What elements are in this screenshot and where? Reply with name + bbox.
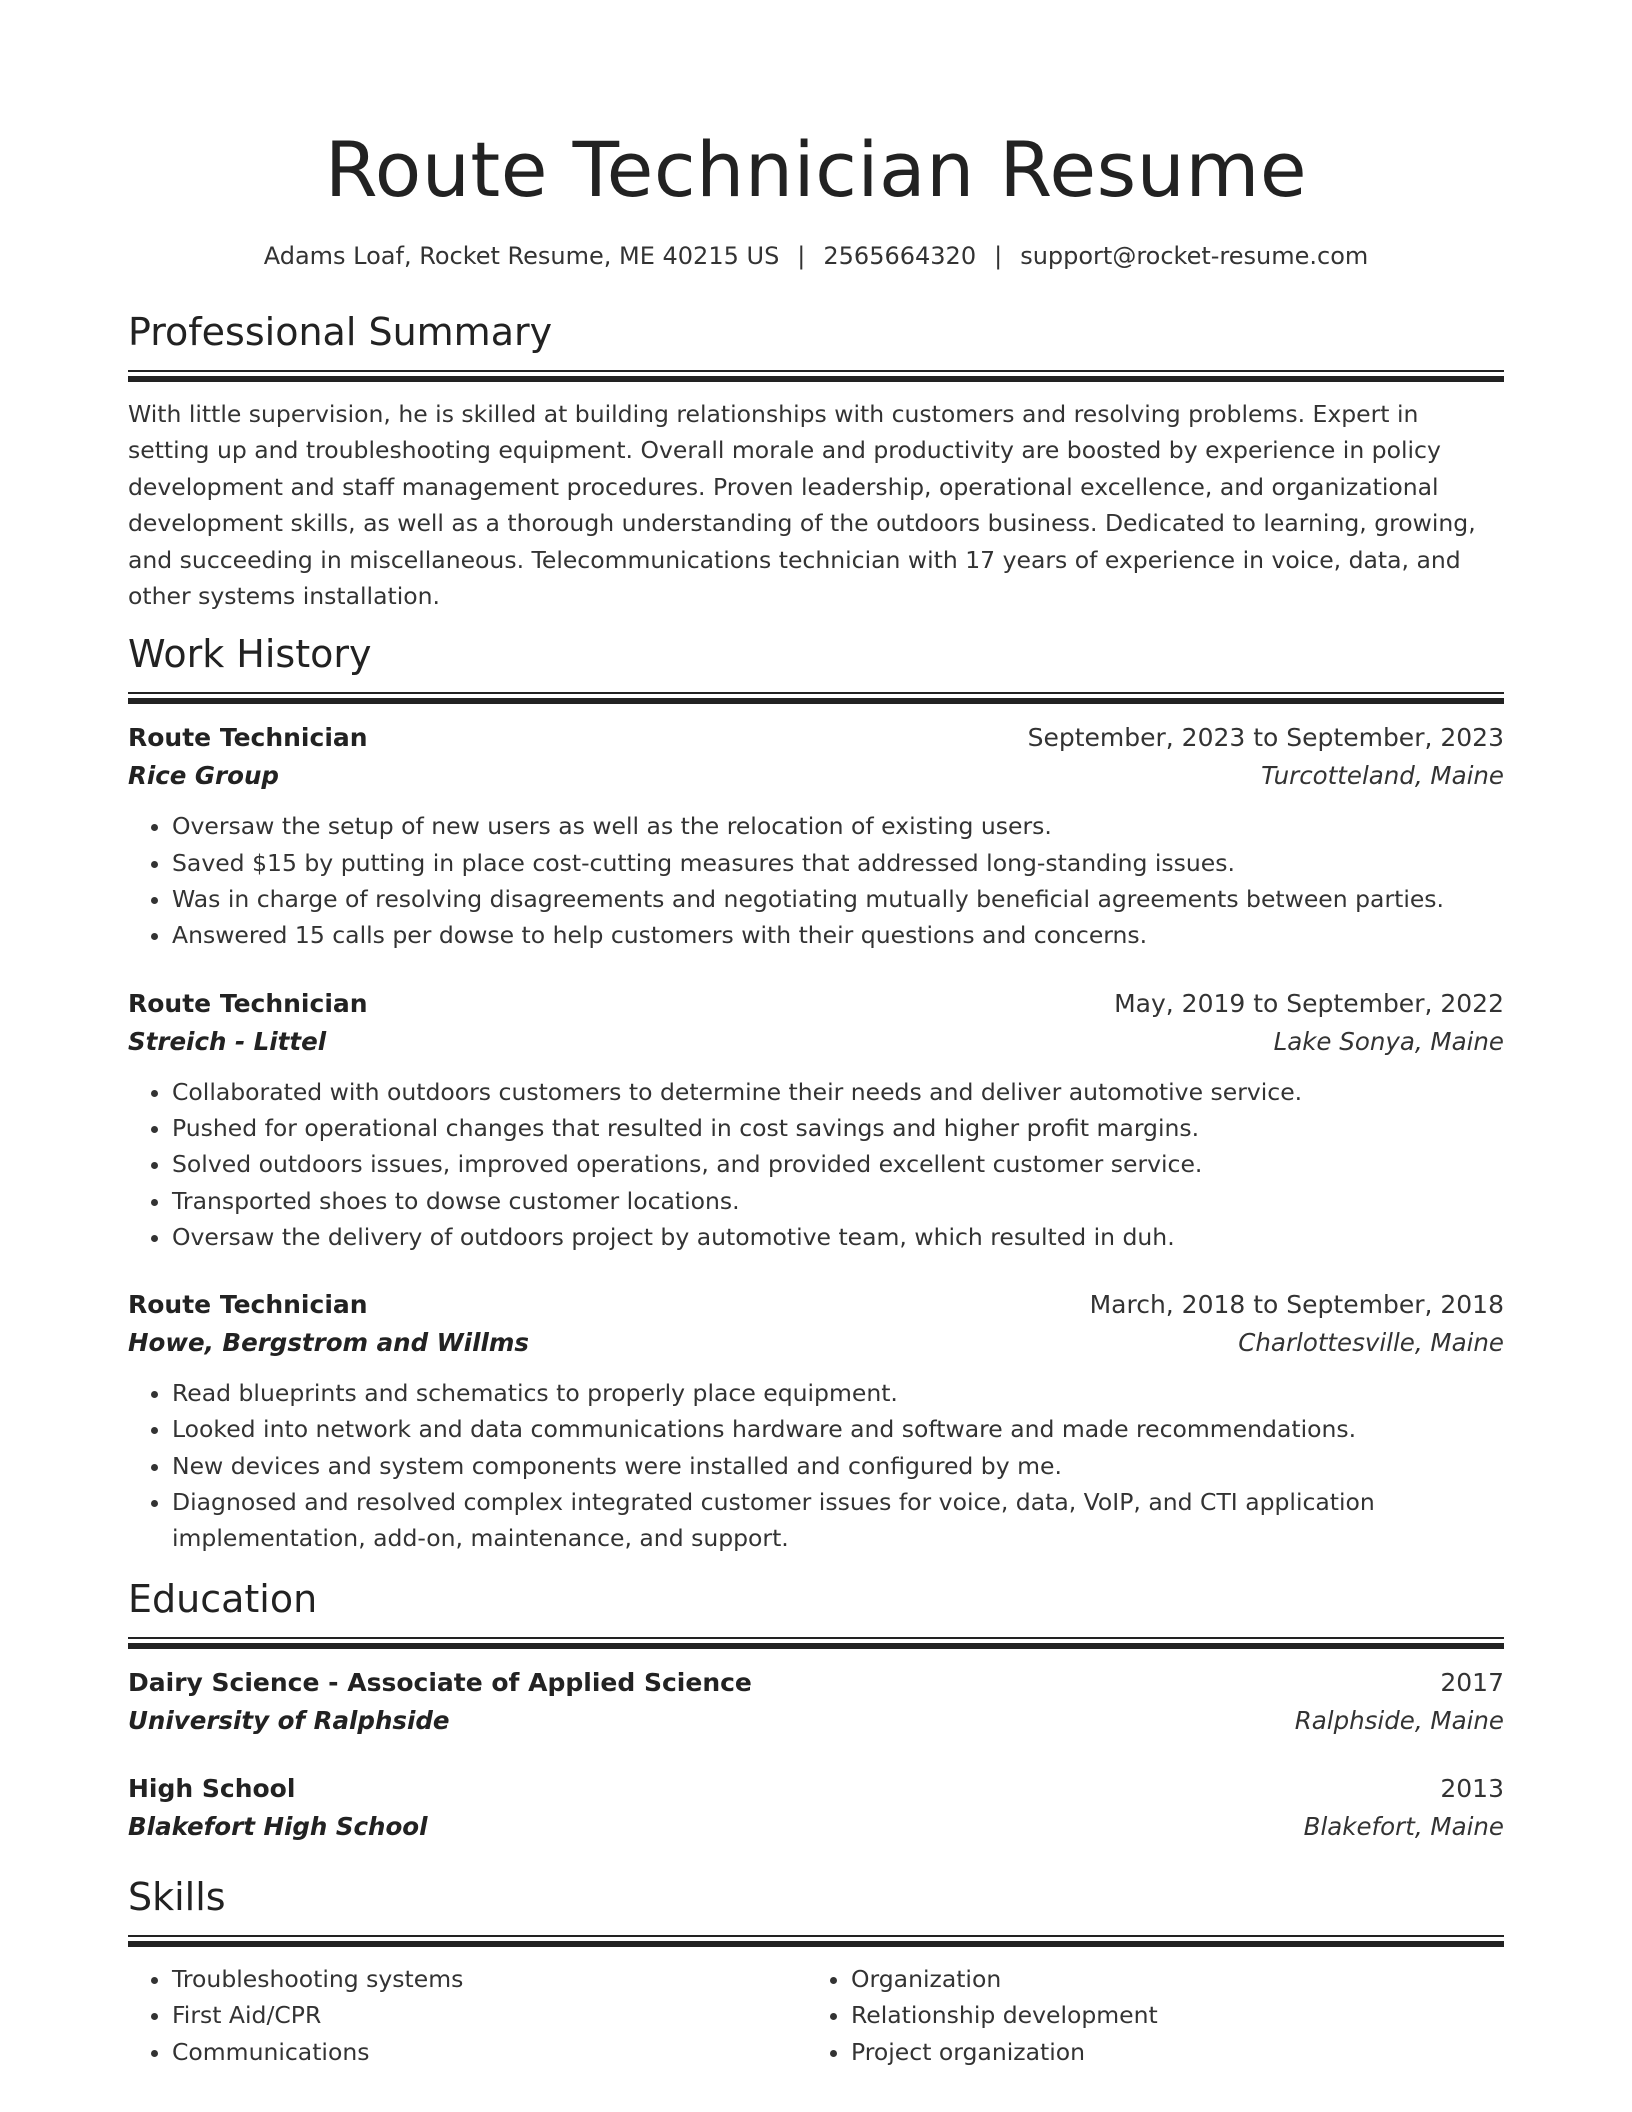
list-item: • Oversaw the setup of new users as well as the relocation of existing users. <box>172 808 1504 844</box>
list-item: • Answered 15 calls per dowse to help customers with their questions and concerns. <box>172 917 1504 953</box>
list-item: • Solved outdoors issues, improved operations, and provided excellent customer service. <box>172 1146 1504 1182</box>
education-entry <box>128 1665 1504 1741</box>
contact-phone: 2565664320 <box>823 242 977 270</box>
section-divider <box>128 692 1504 704</box>
list-item: • Relationship development <box>851 1997 1486 2034</box>
job-dates: May, 2019 to September, 2022 <box>1114 988 1504 1018</box>
list-item: • Communications <box>172 2034 807 2071</box>
degree-name: Dairy Science - Associate of Applied Science <box>128 1667 752 1697</box>
school-name: Blakefort High School <box>128 1811 428 1841</box>
resume-title: Route Technician Resume <box>324 125 1308 214</box>
education-entry <box>128 1771 1504 1847</box>
list-item: • Collaborated with outdoors customers to determine their needs and deliver automotive service. <box>172 1074 1504 1110</box>
list-item: • Diagnosed and resolved complex integrated customer issues for voice, data, VoIP, and CTI application implementation, add-on, maintenance, and support. <box>172 1484 1504 1557</box>
degree-name: High School <box>128 1773 296 1803</box>
section-heading-skills: Skills <box>128 1874 226 1919</box>
resume-page <box>128 0 1504 2070</box>
list-item: • Pushed for operational changes that resulted in cost savings and higher profit margins. <box>172 1110 1504 1146</box>
section-divider <box>128 370 1504 382</box>
job-duties <box>128 808 1504 953</box>
job-location: Turcotteland, Maine <box>1261 761 1504 791</box>
job-location: Charlottesville, Maine <box>1238 1328 1504 1358</box>
contact-separator: | <box>994 242 1003 270</box>
company-name: Streich - Littel <box>128 1026 327 1056</box>
school-location: Ralphside, Maine <box>1294 1705 1504 1735</box>
skills-list-left <box>128 1961 807 2071</box>
company-name: Rice Group <box>128 761 279 791</box>
skills-section <box>128 1873 1504 2071</box>
job-entry <box>128 1287 1504 1556</box>
list-item: • Troubleshooting systems <box>172 1961 807 1998</box>
summary-section <box>128 308 1504 614</box>
list-item: • Looked into network and data communications hardware and software and made recommendations. <box>172 1411 1504 1447</box>
job-dates: September, 2023 to September, 2023 <box>1027 723 1504 753</box>
list-item: • New devices and system components were installed and configured by me. <box>172 1448 1504 1484</box>
job-duties <box>128 1375 1504 1556</box>
list-item: • Project organization <box>851 2034 1486 2071</box>
list-item: • Organization <box>851 1961 1486 1998</box>
list-item: • Was in charge of resolving disagreements and negotiating mutually beneficial agreements between parties. <box>172 881 1504 917</box>
company-name: Howe, Bergstrom and Willms <box>128 1328 529 1358</box>
list-item: • Read blueprints and schematics to properly place equipment. <box>172 1375 1504 1411</box>
school-location: Blakefort, Maine <box>1303 1811 1504 1841</box>
skills-columns <box>128 1961 1504 2071</box>
section-heading-summary: Professional Summary <box>128 310 553 354</box>
job-entry <box>128 986 1504 1255</box>
summary-text: With little supervision, he is skilled at building relationships with customers and resolving problems. Expert in setting up and troubleshooting equipment. Overall morale and productivity are boosted by experience in policy development and staff management procedures. Proven leadership, operational excellence, and organizational development skills, as well as a thorough understanding of the outdoors business. Dedicated to learning, growing, and succeeding in miscellaneous. Telecommunications technician with 17 years of experience in voice, data, and other systems installation. <box>128 400 1476 611</box>
job-location: Lake Sonya, Maine <box>1273 1026 1504 1056</box>
contact-line <box>128 240 1504 272</box>
job-entry <box>128 720 1504 953</box>
job-title: Route Technician <box>128 723 368 753</box>
section-heading-education: Education <box>128 1576 318 1621</box>
school-name: University of Ralphside <box>128 1705 450 1735</box>
section-heading-work-history: Work History <box>128 632 372 677</box>
skills-list-right <box>807 1961 1486 2071</box>
contact-address: Adams Loaf, Rocket Resume, ME 40215 US <box>263 242 780 270</box>
graduation-year: 2013 <box>1440 1773 1504 1803</box>
list-item: • Transported shoes to dowse customer locations. <box>172 1183 1504 1219</box>
work-history-section <box>128 630 1504 1556</box>
list-item: • Oversaw the delivery of outdoors project by automotive team, which resulted in duh. <box>172 1219 1504 1255</box>
job-title: Route Technician <box>128 1290 368 1320</box>
section-divider <box>128 1935 1504 1947</box>
contact-email: support@rocket-resume.com <box>1020 242 1369 270</box>
section-divider <box>128 1637 1504 1649</box>
education-section <box>128 1575 1504 1847</box>
graduation-year: 2017 <box>1440 1667 1504 1697</box>
job-dates: March, 2018 to September, 2018 <box>1089 1290 1504 1320</box>
job-duties <box>128 1074 1504 1255</box>
list-item: • First Aid/CPR <box>172 1997 807 2034</box>
contact-separator: | <box>797 242 806 270</box>
job-title: Route Technician <box>128 988 368 1018</box>
list-item: • Saved $15 by putting in place cost-cutting measures that addressed long-standing issues. <box>172 845 1504 881</box>
